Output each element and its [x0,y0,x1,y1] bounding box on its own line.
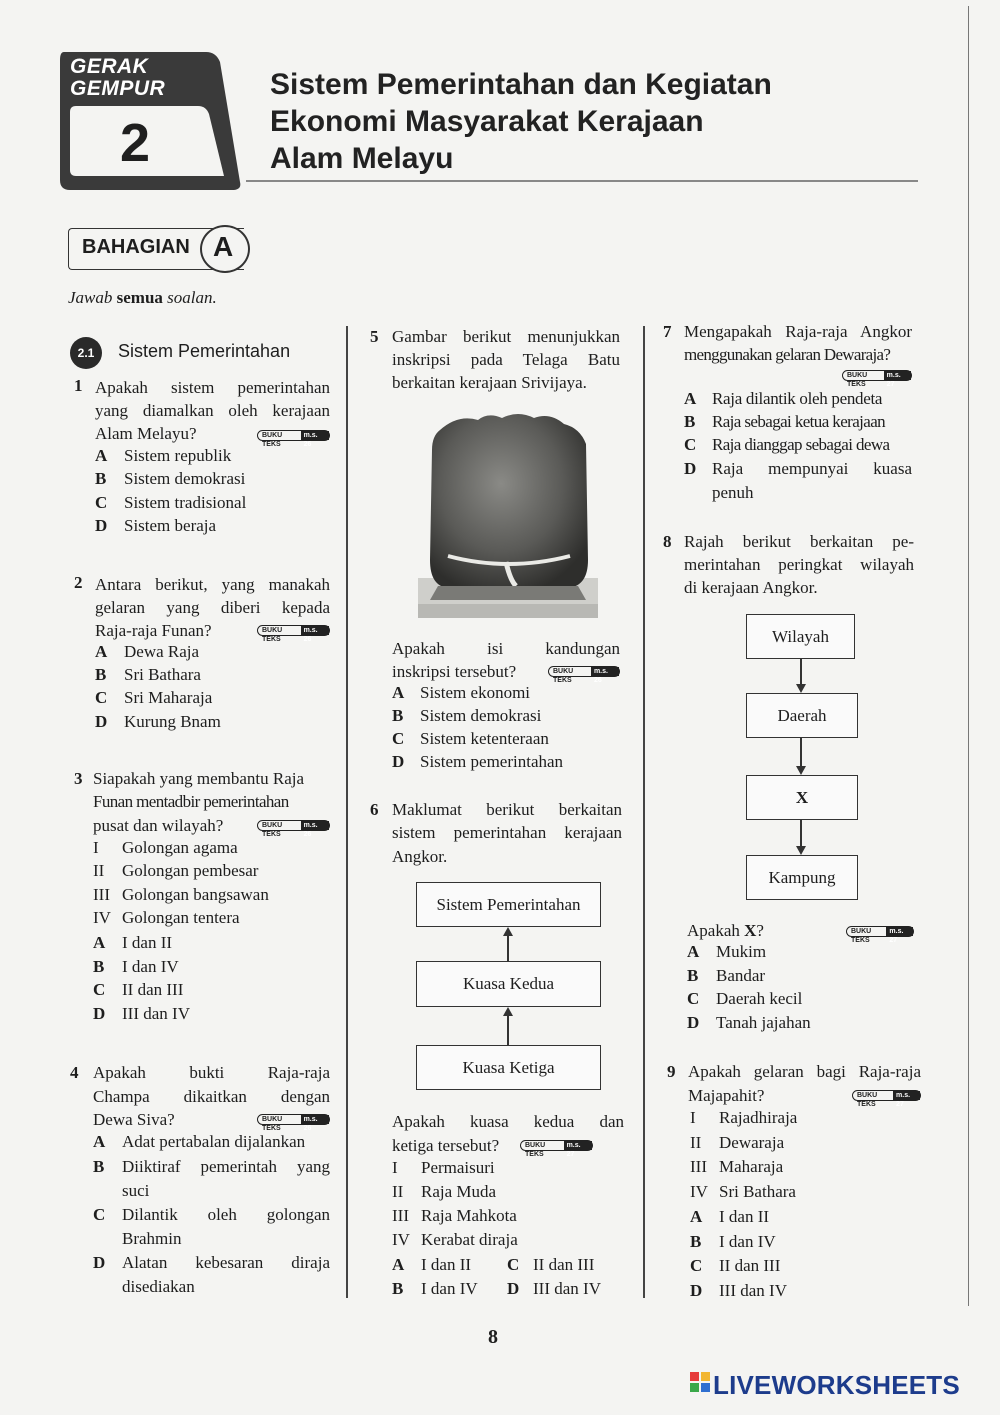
question-number: 9 [667,1062,676,1081]
roman-item: Maharaja [719,1157,784,1176]
flow-box-x: X [746,775,858,820]
roman-item: Raja Mahkota [421,1206,517,1225]
option-c[interactable]: II dan III [719,1256,781,1275]
option-b[interactable]: I dan IV [122,957,179,976]
question-number: 4 [70,1063,79,1082]
option-a[interactable]: Raja dilantik oleh pendeta [712,389,883,408]
section-label: BAHAGIAN [82,236,190,258]
option-a[interactable]: I dan II [421,1255,472,1274]
question-text: Apakah bukti Raja-raja [93,1063,330,1082]
section-letter: A [213,231,234,262]
option-b[interactable]: Sistem demokrasi [420,706,542,725]
question-number: 7 [663,322,672,341]
question-text: Maklumat berikut berkaitan [392,800,622,819]
question-text: ketiga tersebut? [392,1136,500,1155]
question-text: Gambar berikut menunjukkan [392,327,620,346]
option-d-cont[interactable]: penuh [712,483,754,502]
arrow-down-icon [796,684,806,693]
option-letter: C [93,1205,106,1224]
option-c-cont[interactable]: Brahmin [122,1229,182,1248]
roman-item: Rajadhiraja [719,1108,798,1127]
question-text: inskripsi tersebut? [392,662,517,681]
question-text: yang diamalkan oleh kerajaan [95,401,330,420]
roman-item: Dewaraja [719,1133,785,1152]
flow-box-wilayah: Wilayah [746,614,855,659]
option-b[interactable]: I dan IV [719,1232,776,1251]
roman-label: II [93,861,105,880]
page-edge-line [968,6,969,1306]
question-text: sistem pemerintahan kerajaan [392,823,622,842]
roman-item: Raja Muda [421,1182,497,1201]
option-letter: B [690,1232,702,1251]
option-b[interactable]: Raja sebagai ketua kerajaan [712,412,886,431]
roman-label: III [690,1157,707,1176]
option-letter: C [95,688,108,707]
textbook-ref: BUKU TEKS m.s. 26 [548,666,620,677]
question-text: di kerajaan Angkor. [684,578,818,597]
option-a[interactable]: I dan II [719,1207,770,1226]
option-letter: B [392,1279,404,1298]
question-number: 1 [74,376,83,395]
arrow-down-icon [796,766,806,775]
textbook-ref: BUKU TEKS m.s. 26 [257,625,330,636]
option-letter: D [95,712,108,731]
question-text: menggunakan gelaran Dewaraja? [684,345,891,364]
question-number: 6 [370,800,379,819]
roman-item: Golongan tentera [122,908,240,927]
question-text: Mengapakah Raja-raja Angkor [684,322,912,341]
option-letter: A [95,642,108,661]
option-letter: A [690,1207,703,1226]
connector [507,935,509,961]
option-letter: C [392,729,405,748]
roman-label: I [392,1158,398,1177]
question-text: Alam Melayu? [95,424,197,443]
option-letter: D [95,516,108,535]
column-divider-2 [643,326,645,1298]
option-c[interactable]: Raja dianggap sebagai dewa [712,435,890,454]
option-letter: D [684,459,697,478]
option-b[interactable]: Bandar [716,966,766,985]
question-text: Angkor. [392,847,448,866]
textbook-ref: BUKU TEKS m.s. 27 [520,1140,593,1151]
subtopic-number: 2.1 [70,337,102,369]
question-text: merintahan peringkat wilayah [684,555,914,574]
option-letter: B [93,1157,105,1176]
option-letter: C [687,989,700,1008]
arrow-down-icon [796,846,806,855]
roman-item: Golongan pembesar [122,861,259,880]
flow-box-sistem-pemerintahan: Sistem Pemerintahan [416,882,601,927]
option-letter: A [392,1255,405,1274]
question-text: Dewa Siva? [93,1110,175,1129]
option-letter: B [392,706,404,725]
question-text: Majapahit? [688,1086,765,1105]
chapter-number: 2 [120,113,151,173]
roman-label: IV [690,1182,708,1201]
roman-label: I [690,1108,696,1127]
question-number: 5 [370,327,379,346]
instruction: Jawab semua soalan. [68,288,217,307]
connector [800,820,802,846]
option-a[interactable]: Dewa Raja [124,642,200,661]
option-c[interactable]: II dan III [122,980,184,999]
question-text: gelaran yang diberi kepada [95,598,330,617]
page-number: 8 [488,1326,498,1348]
option-c[interactable]: Dilantik oleh golongan [122,1205,330,1224]
option-letter: B [687,966,699,985]
textbook-ref: BUKU TEKS m.s. 26 [257,820,330,831]
option-c[interactable]: Sistem ketenteraan [420,729,549,748]
badge-label: GERAK GEMPUR [70,55,166,100]
chapter-title: Sistem Pemerintahan dan Kegiatan Ekonomi Masyarakat Kerajaan Alam Melayu [270,68,772,175]
option-letter: A [93,933,106,952]
option-letter: D [93,1004,106,1023]
textbook-ref: BUKU TEKS m.s. 27 [846,926,914,937]
option-letter: C [93,980,106,999]
option-b-cont[interactable]: suci [122,1181,150,1200]
question-text: berkaitan kerajaan Srivijaya. [392,373,587,392]
question-text: Funan mentadbir pemerintahan [93,792,289,811]
option-d[interactable]: III dan IV [533,1279,601,1298]
roman-label: III [392,1206,409,1225]
option-letter: D [507,1279,520,1298]
option-a[interactable]: Sistem republik [124,446,232,465]
roman-label: IV [392,1230,410,1249]
textbook-ref: BUKU TEKS m.s. 27 [852,1090,921,1101]
flow-box-kuasa-ketiga: Kuasa Ketiga [416,1045,601,1090]
option-b[interactable]: I dan IV [421,1279,478,1298]
textbook-ref: BUKU TEKS m.s. 26 [257,430,330,441]
option-letter: A [93,1132,106,1151]
option-letter: C [95,493,108,512]
roman-label: II [392,1182,404,1201]
roman-item: Sri Bathara [719,1182,796,1201]
option-letter: C [507,1255,520,1274]
question-text: Antara berikut, yang manakah [95,575,330,594]
option-c[interactable]: Sistem tradisional [124,493,247,512]
option-a[interactable]: I dan II [122,933,173,952]
textbook-ref: BUKU TEKS m.s. 26 [257,1114,330,1125]
question-text: Apakah isi kandungan [392,639,620,658]
option-letter: C [684,435,697,454]
option-d-cont[interactable]: disediakan [122,1277,195,1296]
option-d[interactable]: III dan IV [122,1004,190,1023]
connector [800,659,802,684]
option-letter: B [93,957,105,976]
title-underline [246,180,918,182]
column-divider-1 [346,326,348,1298]
option-letter: B [95,469,107,488]
option-a[interactable]: Adat pertabalan dijalankan [122,1132,306,1151]
option-letter: B [684,412,696,431]
question-number: 2 [74,573,83,592]
question-number: 3 [74,769,83,788]
option-c[interactable]: Sri Maharaja [124,688,213,707]
option-d[interactable]: Tanah jajahan [716,1013,811,1032]
option-b[interactable]: Sri Bathara [124,665,201,684]
flow-box-kampung: Kampung [746,855,858,900]
question-text: Apakah kuasa kedua dan [392,1112,624,1131]
question-text: Rajah berikut berkaitan pe- [684,532,914,551]
option-c[interactable]: Daerah kecil [716,989,803,1008]
roman-item: Kerabat diraja [421,1230,518,1249]
roman-item: Golongan bangsawan [122,885,269,904]
question-text: Champa dikaitkan dengan [93,1087,330,1106]
brand-wordmark: LIVEWORKSHEETS [713,1370,960,1400]
option-d[interactable]: III dan IV [719,1281,787,1300]
option-letter: D [392,752,405,771]
connector [800,738,802,766]
option-d[interactable]: Sistem pemerintahan [420,752,564,771]
option-d[interactable]: Alatan kebesaran diraja [122,1253,330,1272]
roman-label: II [690,1133,702,1152]
question-text: Raja-raja Funan? [95,621,212,640]
option-letter: A [392,683,405,702]
flow-box-kuasa-kedua: Kuasa Kedua [416,961,601,1007]
question-text: pusat dan wilayah? [93,816,224,835]
subtopic-title: Sistem Pemerintahan [118,341,291,361]
option-d[interactable]: Kurung Bnam [124,712,221,731]
option-a[interactable]: Sistem ekonomi [420,683,531,702]
option-letter: D [687,1013,700,1032]
question-text: Apakah sistem pemerintahan [95,378,330,397]
option-d[interactable]: Sistem beraja [124,516,217,535]
flow-box-daerah: Daerah [746,693,858,738]
textbook-ref: BUKU TEKS m.s. 27 [842,370,912,381]
option-letter: A [684,389,697,408]
option-c[interactable]: II dan III [533,1255,595,1274]
question-number: 8 [663,532,672,551]
roman-label: I [93,838,99,857]
question-text: Siapakah yang membantu Raja [93,769,305,788]
roman-label: III [93,885,110,904]
option-a[interactable]: Mukim [716,942,767,961]
stone-inscription-image [418,410,598,618]
question-text: inskripsi pada Telaga Batu [392,350,620,369]
option-letter: A [687,942,700,961]
liveworksheets-logo-icon [690,1372,710,1392]
option-d[interactable]: Raja mempunyai kuasa [712,459,912,478]
question-text: Apakah X? [687,921,764,940]
roman-item: Permaisuri [421,1158,495,1177]
option-letter: D [690,1281,703,1300]
connector [507,1015,509,1045]
option-letter: D [93,1253,106,1272]
option-b[interactable]: Diiktiraf pemerintah yang [122,1157,330,1176]
option-letter: A [95,446,108,465]
option-letter: B [95,665,107,684]
question-text: Apakah gelaran bagi Raja-raja [688,1062,921,1081]
roman-item: Golongan agama [122,838,238,857]
roman-label: IV [93,908,111,927]
option-letter: C [690,1256,703,1275]
option-b[interactable]: Sistem demokrasi [124,469,246,488]
